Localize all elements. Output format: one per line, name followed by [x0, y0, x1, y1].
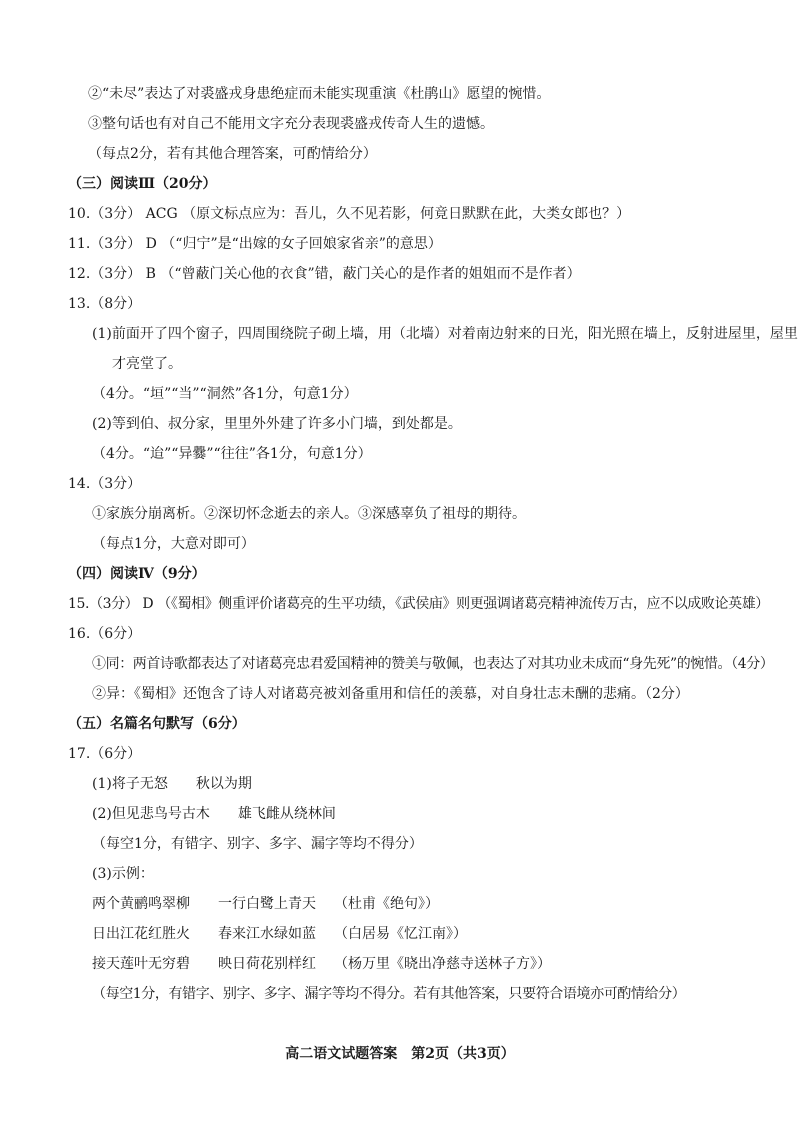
text-line: ③整句话也有对自己不能用文字充分表现裘盛戎传奇人生的遗憾。 — [88, 116, 494, 132]
quote-blank: 一行白鹭上青天 — [218, 896, 316, 912]
quote-blank: (2)但见悲鸟号古木 — [92, 806, 210, 822]
text-line: ①家族分崩离析。②深切怀念逝去的亲人。③深感辜负了祖母的期待。 — [92, 506, 526, 522]
text-line: ②“未尽”表达了对裘盛戎身患绝症而未能实现重演《杜鹃山》愿望的惋惜。 — [88, 86, 551, 102]
quote-blank: 秋以为期 — [195, 776, 252, 792]
answer-item: 11.（3分） D （“归宁”是“出嫁的女子回娘家省亲”的意思） — [68, 236, 442, 252]
quote-blank: 映日荷花别样红 — [218, 956, 316, 972]
example-line — [68, 954, 730, 974]
text-line: 才亮堂了。 — [112, 356, 182, 372]
text-line: (1)前面开了四个窗子，四周围绕院子砌上墙，用（北墙）对着南边射来的日光，阳光照在墙上，反射进屋里，屋里 — [92, 326, 798, 342]
answer-item: 17.（6分） — [68, 746, 142, 762]
text-line: （每空1分，有错字、别字、多字、漏字等均不得分。若有其他答案，只要符合语境亦可酌情给分） — [92, 986, 686, 1002]
text-line: ①同：两首诗歌都表达了对诸葛亮忠君爱国精神的赞美与敬佩，也表达了对其功业未成而“身先死”的惋惜。（4分） — [92, 656, 774, 672]
text-line: ②异：《蜀相》还饱含了诗人对诸葛亮被刘备重用和信任的羡慕，对自身壮志未酬的悲痛。（2分） — [92, 686, 689, 702]
answer-item: 15.（3分） D （《蜀相》侧重评价诸葛亮的生平功绩，《武侯庙》则更强调诸葛亮精神流传万古，应不以成败论英雄） — [68, 596, 769, 612]
quote-source: （杜甫《绝句》） — [334, 896, 439, 912]
text-line — [68, 774, 730, 794]
answer-item: 14.（3分） — [68, 476, 142, 492]
text-line: （每点1分，大意对即可） — [92, 536, 255, 552]
section-heading: （五）名篇名句默写（6分） — [68, 716, 246, 732]
section-heading: （三）阅读Ⅲ（20分） — [68, 176, 217, 192]
quote-blank: 两个黄鹂鸣翠柳 — [92, 896, 190, 912]
text-line: （每点2分，若有其他合理答案，可酌情给分） — [88, 146, 377, 162]
quote-blank: 雄飞雌从绕林间 — [237, 806, 336, 822]
example-line — [68, 894, 730, 914]
quote-source: （白居易《忆江南》） — [334, 926, 467, 942]
quote-blank: 春来江水绿如蓝 — [218, 926, 316, 942]
text-line: （4分。“垣”“当”“洞然”各1分，句意1分） — [92, 386, 358, 402]
text-line: (2)等到伯、叔分家，里里外外建了许多小门墙，到处都是。 — [92, 416, 462, 432]
section-heading: （四）阅读Ⅳ（9分） — [68, 566, 206, 582]
text-line: (3)示例： — [92, 866, 154, 882]
answer-item: 13.（8分） — [68, 296, 142, 312]
quote-source: （杨万里《晓出净慈寺送林子方》） — [334, 956, 551, 972]
quote-blank: 日出江花红胜火 — [92, 926, 190, 942]
quote-blank: 接天莲叶无穷碧 — [92, 956, 190, 972]
text-line: （每空1分，有错字、别字、多字、漏字等均不得分） — [92, 836, 423, 852]
answer-item: 16.（6分） — [68, 626, 142, 642]
page-footer: 高二语文试题答案 第2页（共3页） — [285, 1046, 515, 1062]
quote-blank: (1)将子无怒 — [92, 776, 168, 792]
text-line: （4分。“迨”“异爨”“往往”各1分，句意1分） — [92, 446, 372, 462]
answer-item: 10.（3分） ACG （原文标点应为：吾儿，久不见若影，何竟日默默在此，大类女郎也？） — [68, 206, 631, 222]
text-line — [68, 804, 730, 824]
example-line — [68, 924, 730, 944]
answer-item: 12.（3分） B （“曾蔽门关心他的衣食”错，蔽门关心的是作者的姐姐而不是作者） — [68, 266, 581, 282]
